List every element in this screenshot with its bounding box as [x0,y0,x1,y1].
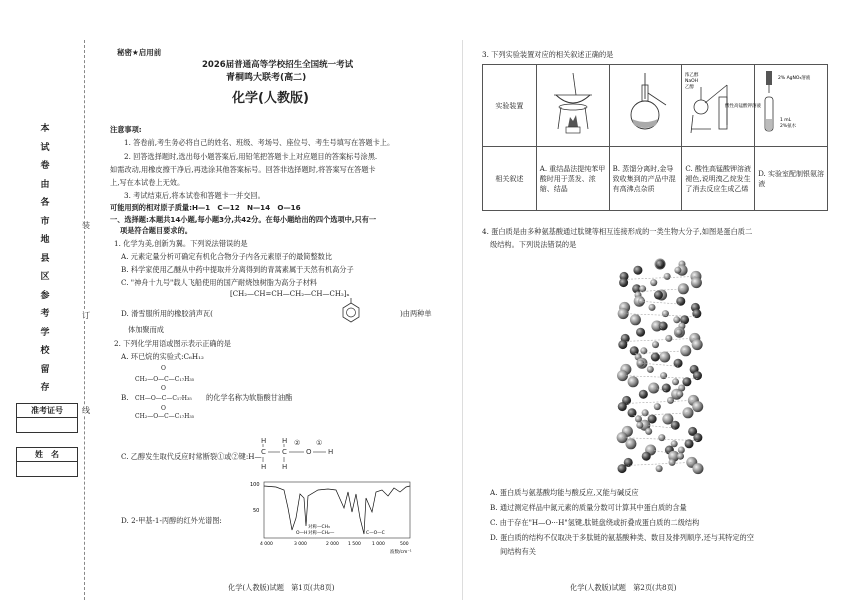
seal-char: 校 [40,346,50,356]
q1-option-b: B. 科学家使用乙醚从中药中提取并分离得到的青蒿素属于天然有机高分子 [121,265,354,274]
helix-atom [659,352,670,363]
seal-char: 存 [40,383,50,393]
helix-atom [671,421,680,430]
label-naoh: NaOH [685,79,699,84]
svg-text:C: C [261,448,266,456]
seal-char: 地 [40,235,50,245]
q2-option-a: A. 环已烷的实验式:C₆H₁₂ [121,352,204,361]
helix-atom [656,465,663,472]
note-3: 3. 考试结束后,将本试卷和答题卡一并交回。 [124,191,265,200]
q4-option-d-2: 间结构有关 [500,547,536,556]
footer-left: 化学(人教版)试题 第1页(共8页) [228,583,335,592]
helix-atom [654,291,663,300]
apparatus-c [682,65,762,147]
ir-label-oh: O—H [296,531,308,536]
label-ethanol: 乙醇 [685,85,695,90]
hydrogen-bond-line [628,462,692,465]
seal-char: 考 [40,309,50,319]
q1-option-d-post: )由两种单 [400,309,432,318]
helix-atom [692,463,703,474]
q3-table [482,64,828,211]
ir-x-tick: 500 [400,542,409,547]
notes-title: 注意事项: [110,125,142,134]
q2-option-c: C. 乙醇发生取代反应时常断裂①或②键:H— [121,452,262,461]
helix-atom [662,310,669,317]
note-1: 1. 答卷前,考生务必将自己的姓名、班级、考场号、座位号、考生号填写在答题卡上。 [124,138,395,147]
q3-stem: 3. 下列实验装置对应的相关叙述正确的是 [482,50,614,59]
secret-mark: 秘密★启用前 [117,48,162,57]
q4-stem-2: 级结构。下列说法错误的是 [490,240,577,249]
label-1ml: 1 mL [780,118,792,123]
ir-y-tick-100: 100 [250,482,260,488]
protein-helix-image [600,256,720,480]
helix-atom [648,383,659,394]
seal-char: 留 [40,364,50,375]
hydrogen-bond-line [625,338,695,341]
q4-stem-1: 4. 蛋白质是由多种氨基酸通过肽键等相互连接形成的一类生物大分子,如图是蛋白质二 [482,227,753,236]
seal-char: 市 [40,216,50,227]
helix-atom [693,433,702,442]
helix-atom [647,366,654,373]
helix-atom [691,277,702,288]
benzene-ring-icon [340,298,362,324]
helix-atom [658,434,665,441]
helix-atom [677,453,684,460]
hydrogen-bond-line [639,301,681,304]
ir-x-tick: 1 500 [348,542,361,547]
evaporating-dish-icon [546,69,600,139]
q4-option-c: C. 由于存在"H—O···H"氢键,肽链盘绕或折叠成蛋白质的二级结构 [490,518,700,527]
helix-atom [618,340,627,349]
helix-atom [652,341,659,348]
helix-atom [654,403,661,410]
helix-atom [672,378,679,385]
ir-x-tick: 2 000 [326,542,339,547]
page-divider [462,40,463,600]
q1-option-c: C. "神舟十九号"载人飞船使用的国产耐烧蚀树脂为高分子材料 [121,278,318,287]
seal-char: 本 [40,124,50,134]
helix-atom [636,328,645,337]
helix-atom [662,384,671,393]
q3-desc-a: A. 重结晶法提纯苯甲酸时用于蒸发、浓缩、结晶 [536,147,609,211]
q3-desc-c: C. 酸性高锰酸钾溶液褪色,说明溴乙烷发生了消去反应生成乙烯 [682,147,755,211]
section1-line2: 项是符合题目要求的。 [120,226,192,235]
q3-desc-d: D. 实验室配制银氨溶液 [755,147,828,211]
subject-title: 化学(人教版) [232,91,309,106]
q2-option-b-text: 的化学名称为软脂酸甘油酯 [206,393,293,402]
ester-row-2: CH—O—C—C₁₇H₃₅ [135,395,192,402]
seal-char: 试 [40,142,50,153]
name-label: 姓 名 [17,448,77,462]
svg-text:H: H [261,463,267,471]
helix-atom [645,428,652,435]
helix-atom [674,359,683,368]
ir-label-coc: C—O—C [366,531,385,536]
hydrogen-bond-line [632,413,688,416]
svg-text:H: H [282,437,288,445]
q2-option-b-label: B. [121,393,129,402]
ester-row-1: CH₂—O—C—C₁₇H₃₅ [135,376,195,383]
helix-atom [633,266,642,275]
seal-char: 参 [40,290,50,301]
helix-atom [642,452,651,461]
helix-atom [675,329,682,336]
section1-line1: 一、选择题:本题共14小题,每小题3分,共42分。在每小题给出的四个选项中,只有一 [110,215,377,224]
helix-atom [676,297,685,306]
helix-atom [651,353,660,362]
name-box [16,447,78,477]
silver-ammonia-setup-icon [758,67,818,141]
svg-text:H: H [282,463,288,471]
svg-text:H: H [328,448,334,456]
label-ethanol-conc: 浓乙醇 [685,73,699,78]
apparatus-a [536,65,609,147]
seal-char: 学 [40,327,50,338]
q3-row2-label: 相关叙述 [483,147,537,211]
helix-atom [669,459,676,466]
seal-char: 各 [40,198,50,208]
helix-atom [618,402,627,411]
seal-char: 由 [40,179,50,190]
bind-mark-3: 线 [82,406,90,415]
q3-row1-label: 实验装置 [483,65,537,147]
helix-atom [628,376,639,387]
svg-text:O: O [306,448,312,456]
svg-text:C: C [282,448,287,456]
helix-atom [639,390,648,399]
q1-option-d: D. 滑雪服所用的橡胶消声瓦( [121,309,213,318]
svg-text:①: ① [316,439,323,447]
seal-char: 卷 [40,161,50,171]
seal-vertical-text [40,120,50,398]
helix-atom [678,447,685,454]
q4-option-b: B. 通过测定样品中氮元素的质量分数可计算其中蛋白质的含量 [490,503,687,512]
helix-atom [638,298,645,305]
helix-atom [667,397,674,404]
q3-desc-b: B. 蒸馏分离时,金导致收集到的产品中混有高沸点杂质 [609,147,682,211]
ir-y-tick-50: 50 [253,508,260,514]
hydrogen-bond-line [624,276,696,279]
ir-label-ch3: 对称—CH₃ [308,525,330,530]
q4-option-d-1: D. 蛋白质的结构不仅取决于多肽链的氨基酸种类、数目及排列顺序,还与其特定的空 [490,533,754,542]
q2-option-d: D. 2-甲基-1-丙醇的红外光谱图: [121,516,222,525]
note-2b: 如需改动,用橡皮擦干净后,再选涂其他答案标号。回答非选择题时,将答案写在答题卡 [110,165,376,174]
ester-row-3: CH₂—O—C—C₁₇H₃₅ [135,413,195,420]
ir-x-tick: 3 000 [294,542,307,547]
helix-atom [692,401,703,412]
exam-id-box [16,403,78,433]
svg-text:②: ② [294,439,301,447]
helix-atom [625,438,636,449]
label-ammonia: 2%氨水 [780,124,797,129]
q1-option-d-cont: 体加聚而成 [128,325,164,334]
note-2c: 上,写在本试卷上无效。 [110,178,185,187]
q1-stem: 1. 化学为美,创新为翼。下列说法错误的是 [114,239,248,248]
ir-unit: 波数/cm⁻¹ [390,550,412,555]
helix-atom [618,464,627,473]
helix-atom [692,339,703,350]
exam-id-label: 准考证号 [17,404,77,418]
hydrogen-bond-line [642,363,678,366]
label-kmno4: 酸性高锰酸钾溶液 [725,104,762,109]
hydrogen-bond-line [627,400,694,403]
svg-text:H: H [261,437,267,445]
helix-atom [659,322,668,331]
q4-option-a: A. 蛋白质与氨基酸均能与酸反应,又能与碱反应 [490,488,639,497]
distillation-flask-icon [618,69,672,139]
helix-atom [676,391,683,398]
note-2: 2. 回答选择题时,选出每小题答案后,用铅笔把答题卡上对应题目的答案标号涂黑. [124,152,378,161]
q2-stem: 2. 下列化学用语或图示表示正确的是 [114,339,231,348]
helix-atom [639,285,646,292]
label-agno3: 2% AgNO₃溶液 [778,76,811,81]
helix-atom [682,377,691,386]
helix-atom [628,408,637,417]
q1-option-a: A. 元素定量分析可确定有机化合物分子内各元素原子的最简整数比 [121,252,333,261]
league-title: 青桐鸣大联考(高二) [226,73,307,83]
helix-atom [685,439,694,448]
helix-atom [673,316,680,323]
ir-x-tick: 1 000 [372,542,385,547]
ir-spectrum [248,478,418,558]
q1-polymer: [CH₂—CH=CH—CH₂—CH—CH₂]ₙ [230,290,350,298]
exam-title: 2026届普通高等学校招生全国统一考试 [202,60,354,70]
helix-atom [650,279,657,286]
helix-atom [665,335,672,342]
apparatus-b [609,65,682,147]
apparatus-d [755,65,828,147]
helix-atom [636,422,643,429]
elimination-setup-icon [685,67,762,141]
helix-atom [648,304,655,311]
seal-char: 县 [40,253,50,264]
ir-x-tick: 4 000 [260,542,273,547]
ethanol-structure [258,436,338,472]
helix-atom [630,314,641,325]
helix-atom [674,267,681,274]
helix-atom [660,372,667,379]
bind-mark-2: 订 [82,311,90,320]
atomic-masses: 可能用到的相对原子质量:H—1 C—12 N—14 O—16 [110,203,301,212]
seal-char: 区 [40,272,50,282]
helix-atom [619,278,628,287]
helix-atom [664,273,671,280]
bind-mark-1: 装 [82,221,90,230]
ir-label-ch2: 对称—CH₂— [308,531,335,536]
footer-right: 化学(人教版)试题 第2页(共8页) [570,583,677,592]
